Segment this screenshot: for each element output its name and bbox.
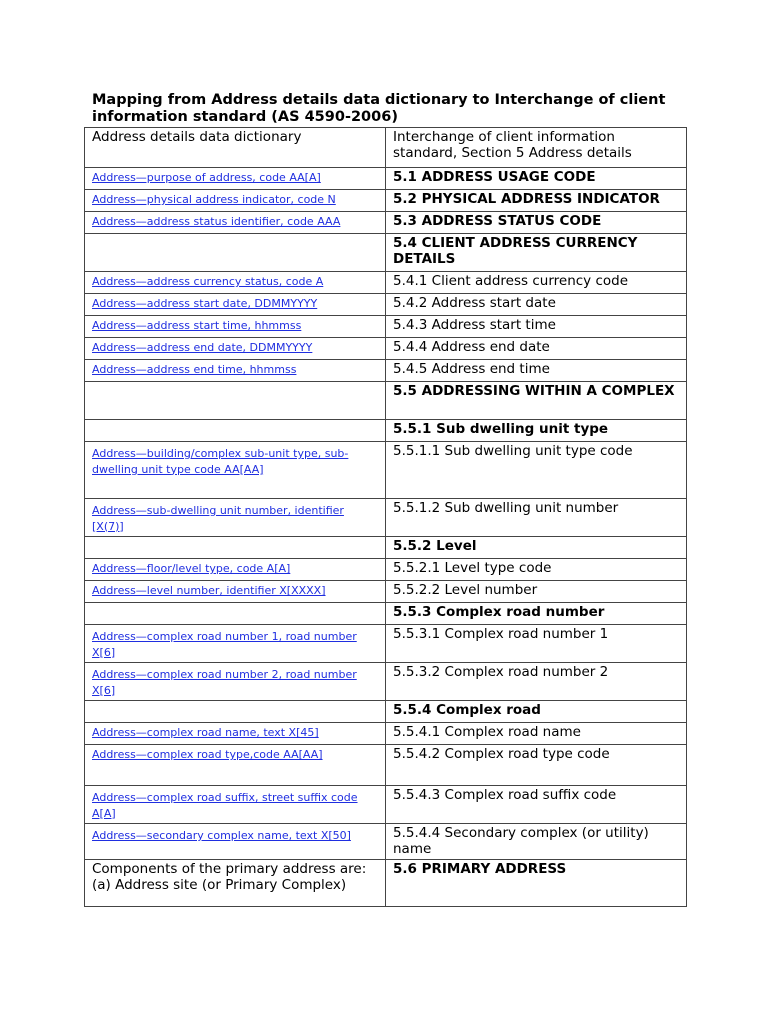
dictionary-link[interactable]: Address—complex road name, text X[45]	[92, 726, 319, 739]
dictionary-link[interactable]: Address—address end date, DDMMYYYY	[92, 341, 313, 354]
table-row	[85, 190, 687, 212]
dictionary-link[interactable]: Address—complex road type,code AA[AA]	[92, 748, 323, 761]
table-row	[85, 786, 687, 824]
table-row	[85, 603, 687, 625]
empty-cell	[85, 537, 386, 559]
table-header-row	[85, 128, 687, 168]
dictionary-link[interactable]: Address—secondary complex name, text X[50]	[92, 829, 351, 842]
table-row	[85, 663, 687, 701]
standard-item: 5.4.3 Address start time	[386, 316, 687, 338]
dictionary-link[interactable]: Address—address start date, DDMMYYYY	[92, 297, 318, 310]
standard-item: 5.5.3.1 Complex road number 1	[386, 625, 687, 663]
dictionary-link[interactable]: Address—complex road suffix, street suffix code A[A]	[92, 791, 358, 820]
empty-cell	[85, 382, 386, 420]
standard-item: 5.4.4 Address end date	[386, 338, 687, 360]
standard-item: 5.5.4.3 Complex road suffix code	[386, 786, 687, 824]
table-row	[85, 701, 687, 723]
table-row	[85, 745, 687, 786]
dictionary-link[interactable]: Address—floor/level type, code A[A]	[92, 562, 291, 575]
standard-heading: 5.5.3 Complex road number	[386, 603, 687, 625]
table-row	[85, 294, 687, 316]
standard-item: 5.5.1.2 Sub dwelling unit number	[386, 499, 687, 537]
header-left: Address details data dictionary	[85, 128, 386, 168]
dictionary-link[interactable]: Address—address currency status, code A	[92, 275, 324, 288]
table-row	[85, 338, 687, 360]
dictionary-link[interactable]: Address—complex road number 1, road number X[6]	[92, 630, 357, 659]
table-row	[85, 442, 687, 499]
table-row	[85, 625, 687, 663]
standard-heading: 5.5 ADDRESSING WITHIN A COMPLEX	[386, 382, 687, 420]
components-cell	[85, 860, 386, 907]
table-row	[85, 420, 687, 442]
standard-heading: 5.4 CLIENT ADDRESS CURRENCY DETAILS	[386, 234, 687, 272]
components-intro: Components of the primary address are:	[92, 861, 367, 877]
document-title: Mapping from Address details data dictionary to Interchange of client information standard (AS 4590-2006)	[92, 92, 666, 125]
dictionary-link[interactable]: Address—purpose of address, code AA[A]	[92, 171, 321, 184]
table-row	[85, 382, 687, 420]
standard-heading: 5.5.2 Level	[386, 537, 687, 559]
standard-heading: 5.1 ADDRESS USAGE CODE	[386, 168, 687, 190]
standard-item: 5.5.1.1 Sub dwelling unit type code	[386, 442, 687, 499]
standard-heading: 5.2 PHYSICAL ADDRESS INDICATOR	[386, 190, 687, 212]
dictionary-link[interactable]: Address—address end time, hhmmss	[92, 363, 297, 376]
empty-cell	[85, 234, 386, 272]
table-row	[85, 168, 687, 190]
standard-item: 5.5.4.2 Complex road type code	[386, 745, 687, 786]
table-row	[85, 860, 687, 907]
table-row	[85, 537, 687, 559]
table-row	[85, 723, 687, 745]
table-row	[85, 234, 687, 272]
standard-heading: 5.6 PRIMARY ADDRESS	[386, 860, 687, 907]
components-item: (a) Address site (or Primary Complex)	[92, 876, 347, 893]
standard-heading: 5.5.4 Complex road	[386, 701, 687, 723]
header-right: Interchange of client information standard, Section 5 Address details	[386, 128, 687, 168]
standard-item: 5.5.3.2 Complex road number 2	[386, 663, 687, 701]
standard-item: 5.5.2.1 Level type code	[386, 559, 687, 581]
table-row	[85, 499, 687, 537]
dictionary-link[interactable]: Address—physical address indicator, code N	[92, 193, 336, 206]
table-row	[85, 272, 687, 294]
table-row	[85, 212, 687, 234]
dictionary-link[interactable]: Address—building/complex sub-unit type, sub-dwelling unit type code AA[AA]	[92, 447, 349, 476]
table-row	[85, 360, 687, 382]
standard-heading: 5.5.1 Sub dwelling unit type	[386, 420, 687, 442]
dictionary-link[interactable]: Address—sub-dwelling unit number, identifier [X(7)]	[92, 504, 344, 533]
dictionary-link[interactable]: Address—address status identifier, code AAA	[92, 215, 341, 228]
empty-cell	[85, 701, 386, 723]
mapping-table	[84, 127, 687, 907]
dictionary-link[interactable]: Address—level number, identifier X[XXXX]	[92, 584, 326, 597]
standard-heading: 5.3 ADDRESS STATUS CODE	[386, 212, 687, 234]
standard-item: 5.5.2.2 Level number	[386, 581, 687, 603]
table-row	[85, 559, 687, 581]
table-row	[85, 316, 687, 338]
standard-item: 5.5.4.1 Complex road name	[386, 723, 687, 745]
empty-cell	[85, 420, 386, 442]
standard-item: 5.5.4.4 Secondary complex (or utility) name	[386, 824, 687, 860]
dictionary-link[interactable]: Address—complex road number 2, road number X[6]	[92, 668, 357, 697]
table-row	[85, 824, 687, 860]
empty-cell	[85, 603, 386, 625]
standard-item: 5.4.2 Address start date	[386, 294, 687, 316]
standard-item: 5.4.1 Client address currency code	[386, 272, 687, 294]
table-row	[85, 581, 687, 603]
dictionary-link[interactable]: Address—address start time, hhmmss	[92, 319, 302, 332]
standard-item: 5.4.5 Address end time	[386, 360, 687, 382]
